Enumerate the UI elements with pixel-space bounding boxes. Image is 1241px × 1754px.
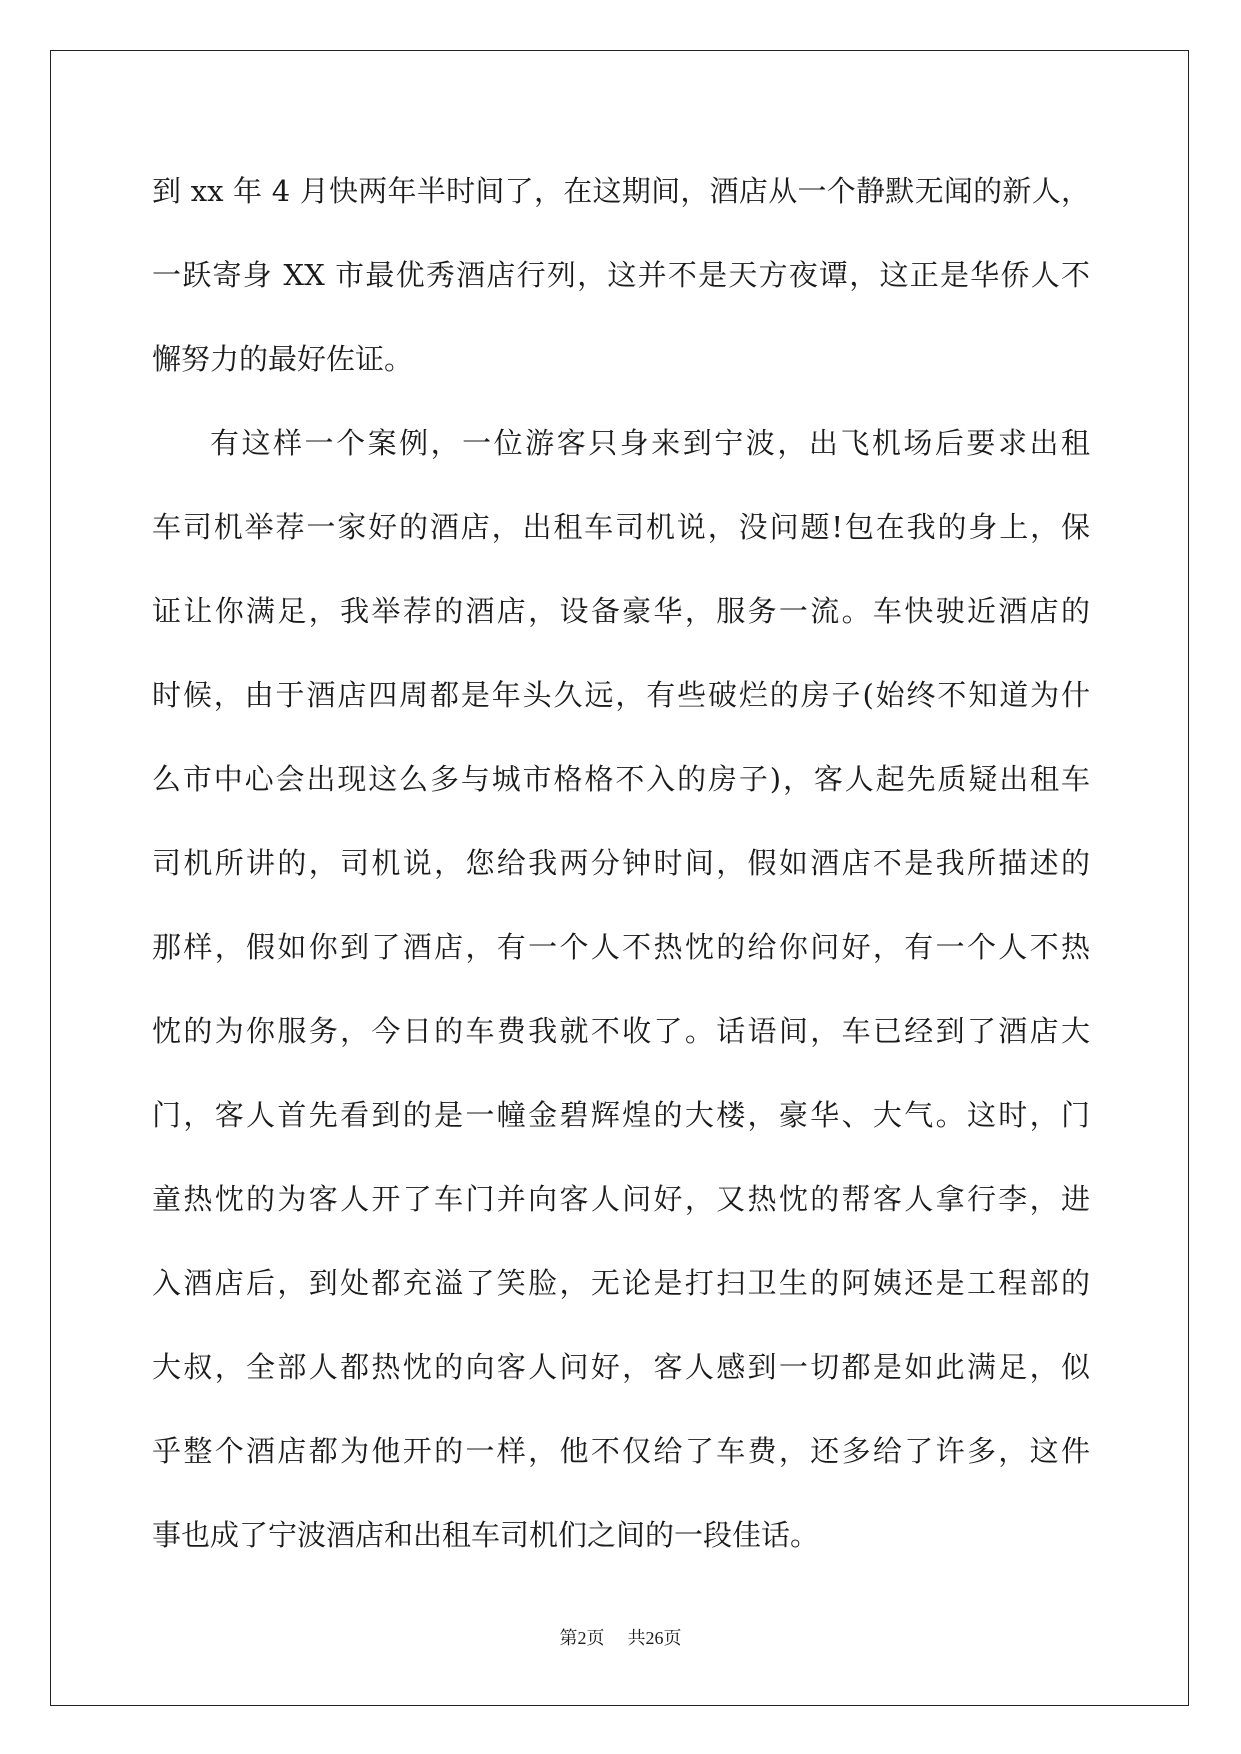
text-line: 童热忱的为客人开了车门并向客人问好，又热忱的帮客人拿行李，进 — [152, 1182, 1090, 1216]
text-line: 懈努力的最好佐证。 — [152, 342, 414, 376]
text-line: 车司机举荐一家好的酒店，出租车司机说，没问题!包在我的身上，保 — [152, 510, 1090, 544]
text-line: 一跃寄身 XX 市最优秀酒店行列，这并不是天方夜谭，这正是华侨人不 — [152, 258, 1090, 292]
text-line: 事也成了宁波酒店和出租车司机们之间的一段佳话。 — [152, 1518, 820, 1552]
text-line: 门，客人首先看到的是一幢金碧辉煌的大楼，豪华、大气。这时，门 — [152, 1098, 1090, 1132]
text-line: 乎整个酒店都为他开的一样，他不仅给了车费，还多给了许多，这件 — [152, 1434, 1090, 1468]
text-line: 司机所讲的，司机说，您给我两分钟时间，假如酒店不是我所描述的 — [152, 846, 1090, 880]
text-line: 入酒店后，到处都充溢了笑脸，无论是打扫卫生的阿姨还是工程部的 — [152, 1266, 1090, 1300]
page-number: 2 — [577, 1628, 587, 1648]
text-line: 证让你满足，我举荐的酒店，设备豪华，服务一流。车快驶近酒店的 — [152, 594, 1090, 628]
text-line: 么市中心会出现这么多与城市格格不入的房子)，客人起先质疑出租车 — [152, 762, 1090, 796]
page-suffix: 页 — [586, 1628, 605, 1649]
text-line: 有这样一个案例，一位游客只身来到宁波，出飞机场后要求出租 — [210, 426, 1090, 460]
paragraph — [152, 415, 1090, 1591]
total-suffix: 页 — [663, 1628, 682, 1649]
document-body — [152, 163, 1090, 1591]
text-line: 大叔，全部人都热忱的向客人问好，客人感到一切都是如此满足，似 — [152, 1350, 1090, 1384]
text-line: 忱的为你服务，今日的车费我就不收了。话语间，车已经到了酒店大 — [152, 1014, 1090, 1048]
total-prefix: 共 — [627, 1628, 646, 1649]
text-line: 时候，由于酒店四周都是年头久远，有些破烂的房子(始终不知道为什 — [152, 678, 1090, 712]
text-line: 到 xx 年 4 月快两年半时间了，在这期间，酒店从一个静默无闻的新人， — [152, 174, 1090, 208]
paragraph — [152, 163, 1090, 415]
page-prefix: 第 — [559, 1628, 578, 1649]
total-pages: 26 — [645, 1628, 664, 1648]
page-footer — [0, 1624, 1241, 1650]
text-line: 那样，假如你到了酒店，有一个人不热忱的给你问好，有一个人不热 — [152, 930, 1090, 964]
